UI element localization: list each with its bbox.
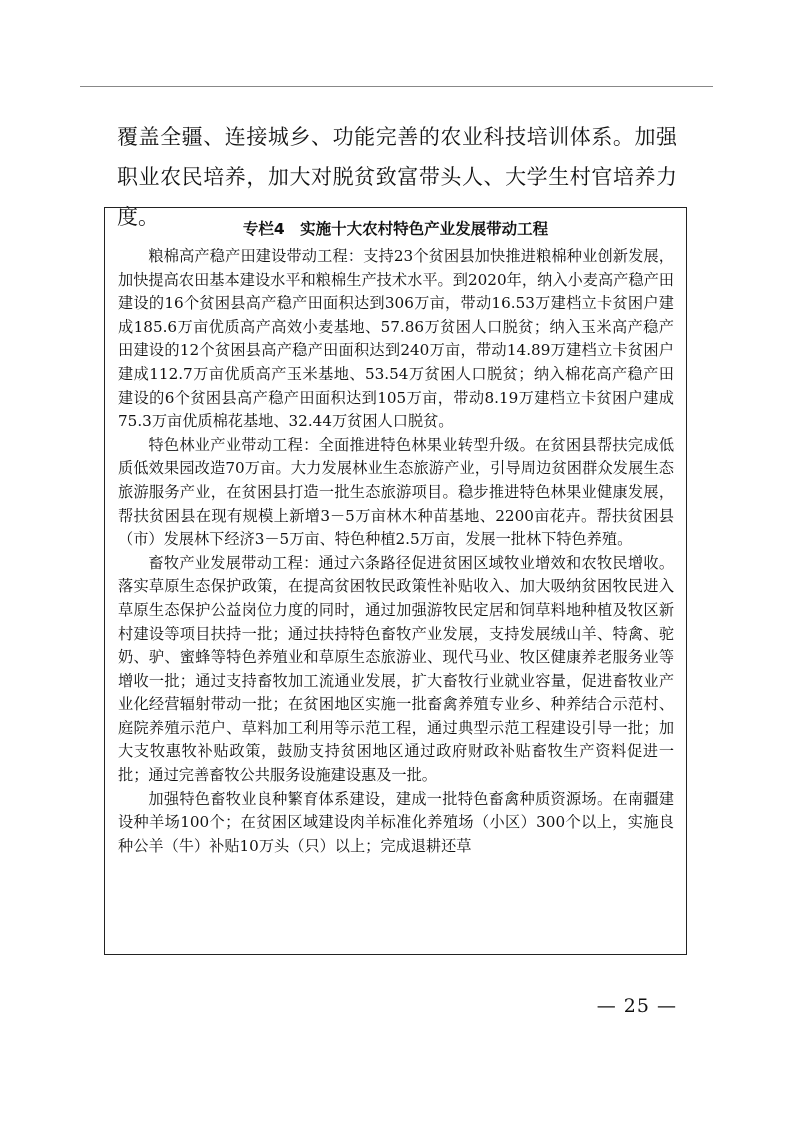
box-paragraph-breeding: 加强特色畜牧业良种繁育体系建设，建成一批特色畜禽种质资源场。在南疆建设种羊场100个；在贫困区域建设肉羊标准化养殖场（小区）300个以上，实施良种公羊（牛）补贴10万头（只）以上；完成退耕还草 (118, 789, 674, 855)
header-rule (80, 86, 713, 87)
box-paragraph-grain-cotton: 粮棉高产稳产田建设带动工程：支持23个贫困县加快推进粮棉种业创新发展，加快提高农田基本建设水平和粮棉生产技术水平。到2020年，纳入小麦高产稳产田建设的16个贫困县高产稳产田面积达到306万亩，带动16.53万建档立卡贫困户建成185.6万亩优质高产高效小麦基地、57.86万贫困人口脱贫；纳入玉米高产稳产田建设的12个贫困县高产稳产田面积达到240万亩，带动14.89万建档立卡贫困户建成112.7万亩优质高产玉米基地、53.54万贫困人口脱贫；纳入棉花高产稳产田建设的6个贫困县高产稳产田面积达到105万亩，带动8.19万建档立卡贫困户建成75.3万亩优质棉花基地、32.44万贫困人口脱贫。 (118, 247, 674, 431)
box-paragraph-livestock: 畜牧产业发展带动工程：通过六条路径促进贫困区域牧业增效和农牧民增收。落实草原生态保护政策，在提高贫困牧民政策性补贴收入、加大吸纳贫困牧民进入草原生态保护公益岗位力度的同时，通过加强游牧民定居和饲草料地种植及牧区新村建设等项目扶持一批；通过扶持特色畜牧产业发展，支持发展绒山羊、特禽、驼奶、驴、蜜蜂等特色养殖业和草原生态旅游业、现代马业、牧区健康养老服务业等增收一批；通过支持畜牧加工流通业发展，扩大畜牧行业就业容量，促进畜牧业产业化经营辐射带动一批；在贫困地区实施一批畜禽养殖专业乡、种养结合示范村、庭院养殖示范户、草料加工利用等示范工程，通过典型示范工程建设引导一批；加大支牧惠牧补贴政策，鼓励支持贫困地区通过政府财政补贴畜牧生产资料促进一批；通过完善畜牧公共服务设施建设惠及一批。 (118, 553, 674, 785)
page-number: — 25 — (596, 995, 677, 1017)
feature-box (104, 207, 687, 955)
intro-paragraph: 覆盖全疆、连接城乡、功能完善的农业科技培训体系。加强职业农民培养，加大对脱贫致富带头人、大学生村官培养力度。 (117, 125, 677, 229)
box-title: 专栏4 实施十大农村特色产业发展带动工程 (242, 220, 549, 238)
box-paragraph-forestry: 特色林业产业带动工程：全面推进特色林果业转型升级。在贫困县帮扶完成低质低效果园改造70万亩。大力发展林业生态旅游产业，引导周边贫困群众发展生态旅游服务产业，在贫困县打造一批生态旅游项目。稳步推进特色林果业健康发展，帮扶贫困县在现有规模上新增3－5万亩林木种苗基地、2200亩花卉。帮扶贫困县（市）发展林下经济3－5万亩、特色种植2.5万亩，发展一批林下特色养殖。 (118, 435, 674, 549)
box-body (118, 245, 674, 858)
